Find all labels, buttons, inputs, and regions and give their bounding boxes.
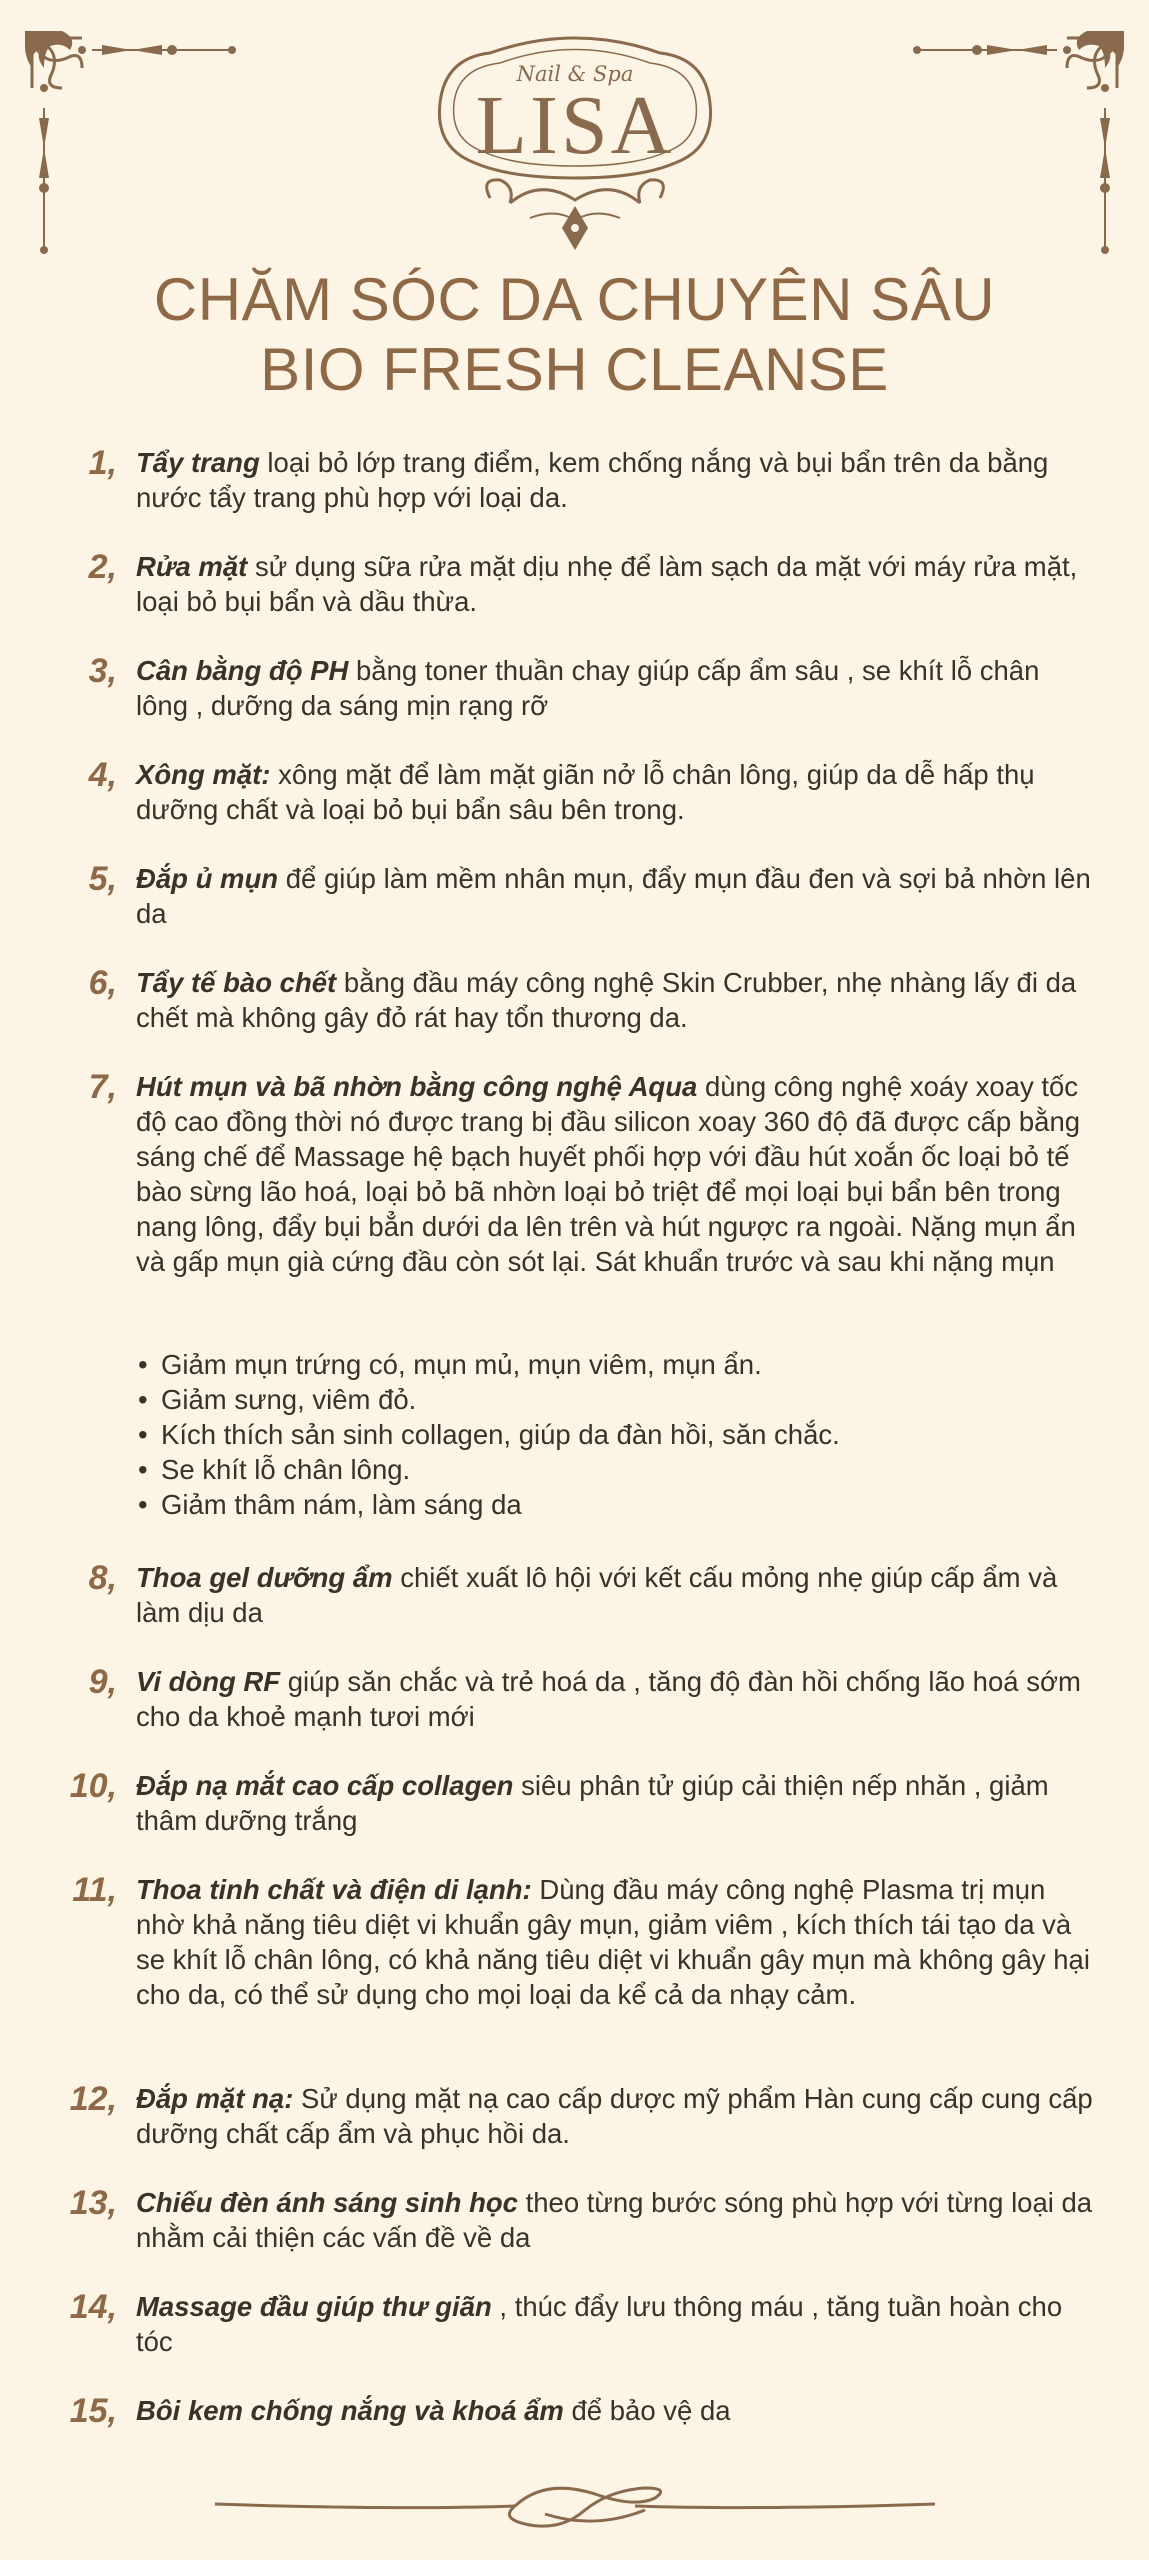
step-body: xông mặt để làm mặt giãn nở lỗ chân lông, giúp da dễ hấp thụ dưỡng chất và loại bỏ bụi bẩn sâu bên trong. — [136, 759, 1035, 825]
step-description — [136, 861, 1098, 931]
step-body: siêu phân tử giúp cải thiện nếp nhăn , giảm thâm dưỡng trắng — [136, 1770, 1049, 1836]
step-description — [136, 445, 1098, 515]
step-description — [136, 2393, 1098, 2428]
logo — [430, 28, 720, 253]
step-number: 10, — [69, 1767, 117, 1805]
step-number: 8, — [88, 1559, 117, 1597]
step-description — [136, 2081, 1098, 2151]
step-body: để bảo vệ da — [563, 2395, 731, 2426]
step-body: Dùng đầu máy công nghệ Plasma trị mụn nhờ khả năng tiêu diệt vi khuẩn gây mụn, giảm viêm , kích thích tái tạo da và se khít lỗ chân lông, có khả năng tiêu diệt vi khuẩn gây mụn mà không gây hại cho da, có thể sử dụng cho mọi loại da kể cả da nhạy cảm. — [136, 1874, 1090, 2010]
step-body: Sử dụng mặt nạ cao cấp dược mỹ phẩm Hàn cung cấp cung cấp dưỡng chất cấp ẩm và phục hồi da. — [136, 2083, 1093, 2149]
step-number: 12, — [69, 2080, 117, 2118]
step-heading: Massage đầu giúp thư giãn — [136, 2291, 492, 2322]
step-body: theo từng bước sóng phù hợp với từng loại da nhằm cải thiện các vấn đề về da — [136, 2187, 1093, 2253]
step-number: 2, — [88, 548, 117, 586]
step-heading: Đắp mặt nạ: — [136, 2083, 294, 2114]
step-description — [136, 1872, 1098, 2012]
step-body: chiết xuất lô hội với kết cấu mỏng nhẹ giúp cấp ẩm và làm dịu da — [136, 1562, 1058, 1628]
step-body: bằng đầu máy công nghệ Skin Crubber, nhẹ nhàng lấy đi da chết mà không gây đỏ rát hay tổn thương da. — [136, 967, 1077, 1033]
step-number: 5, — [88, 860, 117, 898]
step-number: 6, — [88, 964, 117, 1002]
benefit-item: • Kích thích sản sinh collagen, giúp da đàn hồi, săn chắc. — [136, 1417, 1098, 1452]
step-heading: Hút mụn và bã nhờn bằng công nghệ Aqua — [136, 1071, 698, 1102]
step-body: bằng toner thuần chay giúp cấp ẩm sâu , se khít lỗ chân lông , dưỡng da sáng mịn rạng rỡ — [136, 655, 1040, 721]
step-description — [136, 1664, 1098, 1734]
step-heading: Tẩy tế bào chết — [136, 967, 337, 998]
step-description — [136, 2185, 1098, 2255]
logo-script-text: Nail & Spa — [516, 62, 634, 86]
step-description — [136, 965, 1098, 1035]
step-heading: Rửa mặt — [136, 551, 248, 582]
benefit-item: • Se khít lỗ chân lông. — [136, 1452, 1098, 1487]
step-number: 9, — [88, 1663, 117, 1701]
step-description — [136, 2289, 1098, 2359]
step-description — [136, 1069, 1098, 1279]
step-description — [136, 1768, 1098, 1838]
step-description — [136, 757, 1098, 827]
step-body: giúp săn chắc và trẻ hoá da , tăng độ đàn hồi chống lão hoá sớm cho da khoẻ mạnh tươi mới — [136, 1666, 1081, 1732]
step-body: dùng công nghệ xoáy xoay tốc độ cao đồng thời nó được trang bị đầu silicon xoay 360 độ đã được cấp bằng sáng chế để Massage hệ bạch huyết phối hợp với đầu hút xoắn ốc loại bỏ tế bào sừng lão hoá, loại bỏ bã nhờn loại bỏ triệt để mọi loại bụi bẩn bên trong nang lông, đẩy bụi bẳn dưới da lên trên và hút ngược ra ngoài. Nặng mụn ẩn và gấp mụn già cứng đầu còn sót lại. Sát khuẩn trước và sau khi nặng mụn — [136, 1071, 1081, 1277]
title-line-1: CHĂM SÓC DA CHUYÊN SÂU — [153, 266, 996, 333]
benefits-list — [136, 1347, 1098, 1522]
step-number: 13, — [69, 2184, 117, 2222]
step-number: 3, — [88, 652, 117, 690]
corner-ornament-right-icon — [897, 28, 1127, 268]
step-heading: Thoa gel dưỡng ẩm — [136, 1562, 393, 1593]
step-description — [136, 653, 1098, 723]
step-heading: Cân bằng độ PH — [136, 655, 349, 686]
step-body: để giúp làm mềm nhân mụn, đẩy mụn đầu đen và sợi bả nhờn lên da — [136, 863, 1091, 929]
step-body: , thúc đẩy lưu thông máu , tăng tuần hoàn cho tóc — [136, 2291, 1063, 2357]
step-heading: Bôi kem chống nắng và khoá ẩm — [136, 2395, 564, 2426]
benefit-item: • Giảm thâm nám, làm sáng da — [136, 1487, 1098, 1522]
step-heading: Thoa tinh chất và điện di lạnh: — [136, 1874, 532, 1905]
step-heading: Đắp nạ mắt cao cấp collagen — [136, 1770, 514, 1801]
step-number: 1, — [88, 444, 117, 482]
step-heading: Xông mặt: — [136, 759, 271, 790]
corner-ornament-left-icon — [22, 28, 252, 268]
step-heading: Chiếu đèn ánh sáng sinh học — [136, 2187, 518, 2218]
step-number: 11, — [72, 1871, 117, 1909]
logo-brand-text: LISA — [475, 79, 675, 172]
step-heading: Tẩy trang — [136, 447, 260, 478]
step-body: loại bỏ lớp trang điểm, kem chống nắng và bụi bẩn trên da bằng nước tẩy trang phù hợp với loại da. — [136, 447, 1049, 513]
step-description — [136, 1560, 1098, 1630]
title-line-2: BIO FRESH CLEANSE — [260, 336, 889, 403]
step-heading: Vi dòng RF — [136, 1666, 281, 1697]
bottom-divider-icon — [215, 2480, 935, 2540]
benefit-item: • Giảm mụn trứng có, mụn mủ, mụn viêm, mụn ẩn. — [136, 1347, 1098, 1382]
page-title — [0, 265, 1149, 405]
step-heading: Đắp ủ mụn — [136, 863, 279, 894]
step-number: 7, — [88, 1068, 117, 1106]
step-number: 15, — [69, 2392, 117, 2430]
step-number: 4, — [88, 756, 117, 794]
step-number: 14, — [69, 2288, 117, 2326]
step-description — [136, 549, 1098, 619]
benefit-item: • Giảm sưng, viêm đỏ. — [136, 1382, 1098, 1417]
step-body: sử dụng sữa rửa mặt dịu nhẹ để làm sạch da mặt với máy rửa mặt, loại bỏ bụi bẩn và dầu thừa. — [136, 551, 1078, 617]
